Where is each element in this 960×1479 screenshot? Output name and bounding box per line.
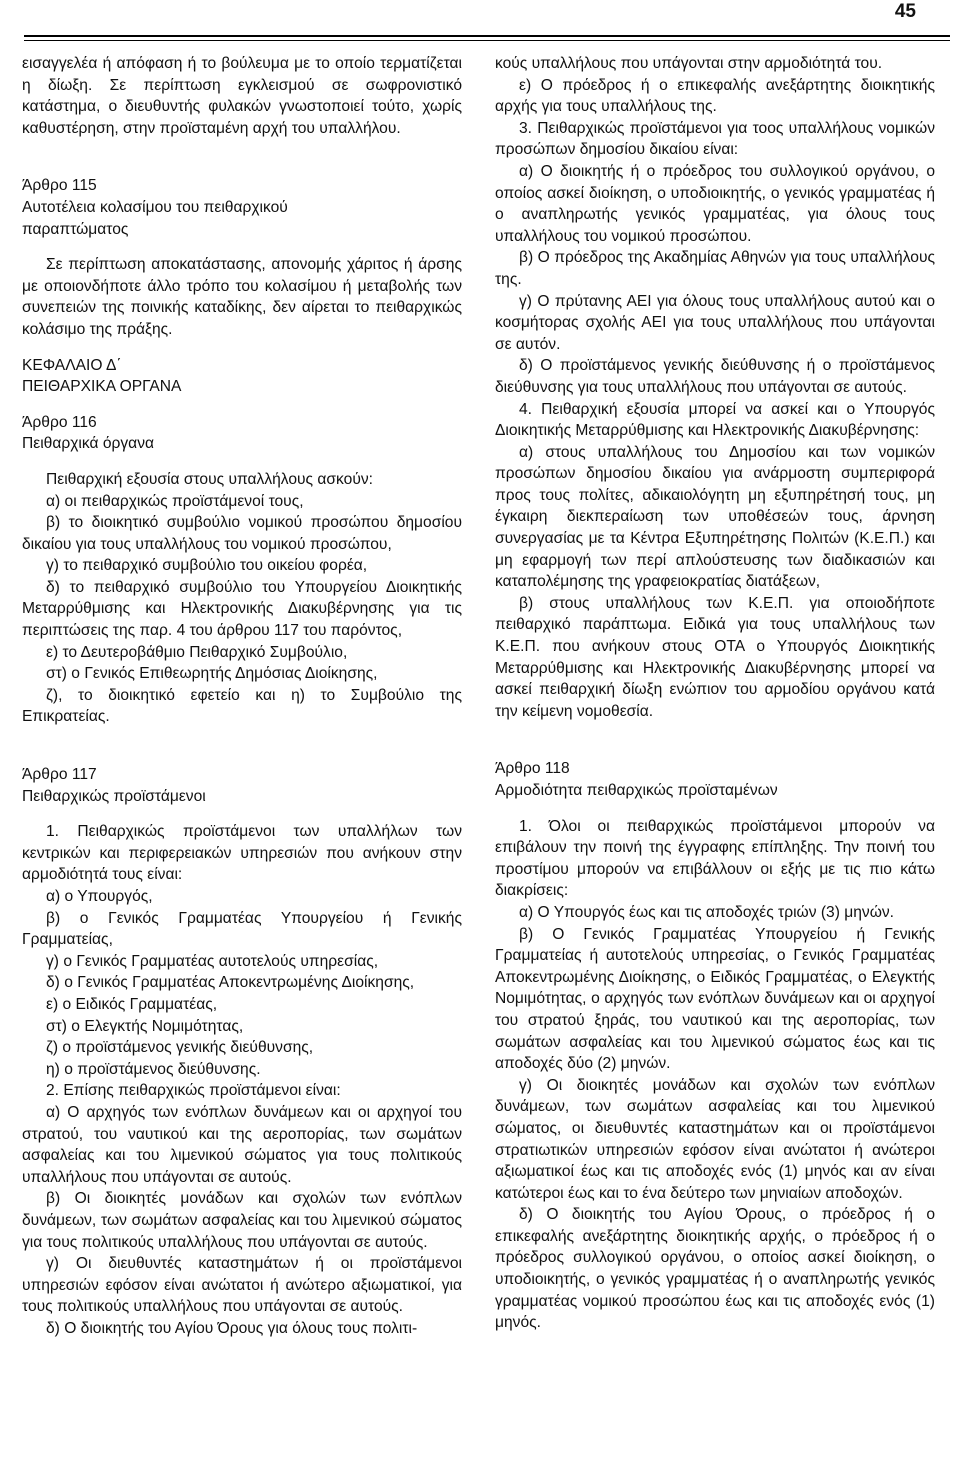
header-rule-thin [24, 40, 950, 41]
list-item: ε) ο Ειδικός Γραμματέας, [46, 995, 218, 1013]
article-116-title: Άρθρο 116 [22, 413, 97, 431]
list-item: στ) ο Γενικός Επιθεωρητής Δημόσιας Διοίκησης, [46, 665, 378, 683]
list-item: γ) Οι διοικητές μονάδων και σχολών των ενόπλων δυνάμεων, των σωμάτων ασφαλείας και του λιμενικού σώματος, οι διευθυντές καταστημάτων και οι προϊστάμενοι στρατιωτικών υπηρεσιών εφόσον είναι ανώτατοι ή ανώτεροι αξιωματικοί έως και τις αποδοχές ενός (1) μηνός και αν είναι κατώτεροι έως και το ένα δεύτερο των μηνιαίων αποδοχών. [495, 1076, 935, 1202]
list-item: γ) το πειθαρχικό συμβούλιο του οικείου φορέα, [46, 557, 368, 575]
article-115-title: Άρθρο 115 [22, 177, 97, 195]
list-item: δ) ο Γενικός Γραμματέας Αποκεντρωμένης Διοίκησης, [46, 974, 415, 992]
list-item: ε) Ο πρόεδρος ή ο επικεφαλής ανεξάρτητης διοικητικής αρχής για τους υπαλλήλους της. [495, 76, 935, 116]
right-column [495, 53, 935, 1334]
list-item: ζ), το διοικητικό εφετείο και η) το Συμβούλιο της Επικρατείας. [22, 686, 462, 726]
paragraph: 1. Όλοι οι πειθαρχικώς προϊστάμενοι μπορούν να επιβάλουν την ποινή της έγγραφης επίπληξης. Την ποινή του προστίμου μπορούν να επιβάλλουν οι εξής με τις πιο κάτω διακρίσεις: [495, 817, 935, 900]
chapter-heading: ΚΕΦΑΛΑΙΟ Δ΄ [22, 356, 122, 374]
article-117-title: Άρθρο 117 [22, 766, 97, 784]
list-item: β) Ο πρόεδρος της Ακαδημίας Αθηνών για τους υπαλλήλους της. [495, 249, 935, 288]
paragraph: 4. Πειθαρχική εξουσία μπορεί να ασκεί και ο Υπουργός Διοικητικής Μεταρρύθμισης και Ηλεκτρονικής Διακυβέρνησης: [495, 400, 935, 440]
chapter-title: ΠΕΙΘΑΡΧΙΚΑ ΟΡΓΑΝΑ [22, 378, 182, 396]
list-item: δ) Ο διοικητής του Αγίου Όρους, ο πρόεδρος ή ο επικεφαλής ανεξάρτητης διοικητικής αρχής, ο πρόεδρος ή ο πρόεδρος συλλογικού οργάνου, ο οποίος ασκεί διοίκηση, ο υποδιοικητής, ο γενικός γραμματέας ή ο αναπληρωτής γενικός γραμματέας νομικού προσώπου έως και τις αποδοχές ενός (1) μηνός. [495, 1206, 935, 1332]
header-rule [24, 35, 950, 37]
list-item: γ) ο Γενικός Γραμματέας αυτοτελούς υπηρεσίας, [46, 952, 379, 970]
paragraph: 3. Πειθαρχικώς προϊστάμενοι για τοος υπαλλήλους νομικών προσώπων δημοσίου δικαίου είναι: [495, 119, 935, 159]
list-item: α) Ο Υπουργός έως και τις αποδοχές τριών (3) μηνών. [519, 903, 895, 921]
paragraph: 1. Πειθαρχικώς προϊστάμενοι των υπαλλήλων των κεντρικών και περιφερειακών υπηρεσιών που ανήκουν στην αρμοδιότητά τους είναι: [22, 823, 462, 884]
article-118-title: Άρθρο 118 [495, 760, 570, 778]
list-item: α) οι πειθαρχικώς προϊστάμενοί τους, [46, 492, 304, 510]
list-item: β) ο Γενικός Γραμματέας Υπουργείου ή Γενικής Γραμματείας, [22, 909, 462, 949]
list-item: β) Ο Γενικός Γραμματέας Υπουργείου ή Γενικής Γραμματείας ή αυτοτελούς υπηρεσίας, ο Γενικός Γραμματέας Αποκεντρωμένης Διοίκησης, ο Ειδικός Γραμματέας, ο Ελεγκτής Νομιμότητας, ο αρχηγός των ενόπλων δυνάμεων και οι αρχηγοί του στρατού ξηράς, του ναυτικού και της αεροπορίας, των σωμάτων ασφαλείας και του λιμενικού σώματος έως και τις αποδοχές δύο (2) μηνών. [495, 925, 935, 1073]
list-item: δ) Ο διοικητής του Αγίου Όρους για όλους τους πολιτι- [46, 1319, 418, 1337]
paragraph: 2. Επίσης πειθαρχικώς προϊστάμενοι είναι: [46, 1082, 341, 1100]
list-item: ζ) ο προϊστάμενος γενικής διεύθυνσης, [46, 1039, 314, 1057]
list-item: γ) Ο πρύτανης ΑΕΙ για όλους τους υπαλλήλους αυτού και ο κοσμήτορας σχολής ΑΕΙ για τους υπαλλήλους που υπάγονται σε αυτόν. [495, 292, 935, 353]
list-item: β) το διοικητικό συμβούλιο νομικού προσώπου δημοσίου δικαίου για τους υπαλλήλους του νομικού προσώπου, [22, 514, 462, 553]
list-item: στ) ο Ελεγκτής Νομιμότητας, [46, 1017, 244, 1035]
article-118-subtitle: Αρμοδιότητα πειθαρχικώς προϊσταμένων [495, 782, 778, 799]
paragraph: εισαγγελέα ή απόφαση ή το βούλευμα με το οποίο τερματίζεται η δίωξη. Σε περίπτωση εγκλεισμού σε σωφρονιστικό κατάστημα, ο διευθυντής φυλακών γνωστοποιεί τούτο, χωρίς καθυστέρηση, στην προϊσταμένη αρχή του υπαλλήλου. [22, 55, 462, 137]
list-item: α) ο Υπουργός, [46, 888, 153, 905]
left-column [22, 53, 462, 1339]
list-item: γ) Οι διευθυντές καταστημάτων ή οι προϊστάμενοι υπηρεσιών εφόσον είναι ανώτατοι ή ανώτερο αξιωματικοί, για τους πολιτικούς υπαλλήλους που υπάγονται σε αυτούς. [22, 1255, 462, 1316]
list-item: ε) το Δευτεροβάθμιο Πειθαρχικό Συμβούλιο, [46, 643, 348, 661]
article-116-subtitle: Πειθαρχικά όργανα [22, 435, 155, 453]
article-115-subtitle-cont: παραπτώματος [22, 220, 129, 238]
list-item: β) στους υπαλλήλους των Κ.Ε.Π. για οποιοδήποτε πειθαρχικό παράπτωμα. Ειδικά για τους υπαλλήλους των Κ.Ε.Π. που ανήκουν στους ΟΤΑ ο Υπουργός Διοικητικής Μεταρρύθμισης και Ηλεκτρονικής Διακυβέρνησης μπορεί να ασκεί πειθαρχική δίωξη ενώπιον του αρμοδίου οργάνου κατά την κείμενη νομοθεσία. [495, 594, 935, 720]
list-item: δ) το πειθαρχικό συμβούλιο του Υπουργείου Διοικητικής Μεταρρύθμισης και Ηλεκτρονικής Διακυβέρνησης για τις περιπτώσεις της παρ. 4 του άρθρου 117 του παρόντος, [22, 578, 462, 640]
list-item: δ) Ο προϊστάμενος γενικής διεύθυνσης ή ο προϊστάμενος διεύθυνσης για τους υπαλλήλους που υπάγονται σε αυτούς. [495, 357, 935, 396]
article-115-text: Σε περίπτωση αποκατάστασης, απονομής χάριτος ή άρσης με οποιονδήποτε άλλο τρόπο του κολασίμου ή μεταβολής των συνεπειών της ποινικής καταδίκης, δεν αίρεται το πειθαρχικώς κολάσιμο της πράξης. [22, 256, 462, 338]
list-item: α) Ο αρχηγός των ενόπλων δυνάμεων και οι αρχηγοί του στρατού, του ναυτικού και της αεροπορίας, των σωμάτων ασφαλείας και του λιμενικού σώματος για τους πολιτικούς υπαλλήλους που υπάγονται σε αυτούς. [22, 1103, 462, 1186]
article-117-subtitle: Πειθαρχικώς προϊστάμενοι [22, 787, 206, 805]
list-item: η) ο προϊστάμενος διεύθυνσης. [46, 1060, 261, 1078]
article-115-subtitle: Αυτοτέλεια κολασίμου του πειθαρχικού [22, 198, 288, 216]
list-item: α) στους υπαλλήλους του Δημοσίου και των νομικών προσώπων δημοσίου δικαίου για ανάρμοστη συμπεριφορά προς τους πολίτες, αδικαιολόγητη μη εξυπηρέτησή τους, μη έγκαιρη διεκπεραίωση των υποθέσεών τους, άρνηση συνεργασίας με τα Κέντρα Εξυπηρέτησης Πολιτών (Κ.Ε.Π.) και μη εφαρμογή των περί απλούστευσης των διαδικασιών και καταπολέμησης της γραφειοκρατίας διατάξεων, [495, 443, 935, 591]
paragraph: κούς υπαλλήλους που υπάγονται στην αρμοδιότητά του. [495, 55, 883, 72]
list-intro: Πειθαρχική εξουσία στους υπαλλήλους ασκούν: [46, 470, 373, 488]
list-item: β) Οι διοικητές μονάδων και σχολών των ενόπλων δυνάμεων, των σωμάτων ασφαλείας και του λιμενικού σώματος για τους πολιτικούς υπαλλήλους που υπάγονται σε αυτούς. [22, 1190, 462, 1251]
page-number: 45 [894, 1, 916, 22]
list-item: α) Ο διοικητής ή ο πρόεδρος του συλλογικού οργάνου, ο οποίος ασκεί διοίκηση, ο υποδιοικητής, ο γενικός γραμματέας ή ο αναπληρωτής γενικός γραμματέας, για όλους τους υπαλλήλους του νομικού προσώπου. [495, 162, 935, 245]
